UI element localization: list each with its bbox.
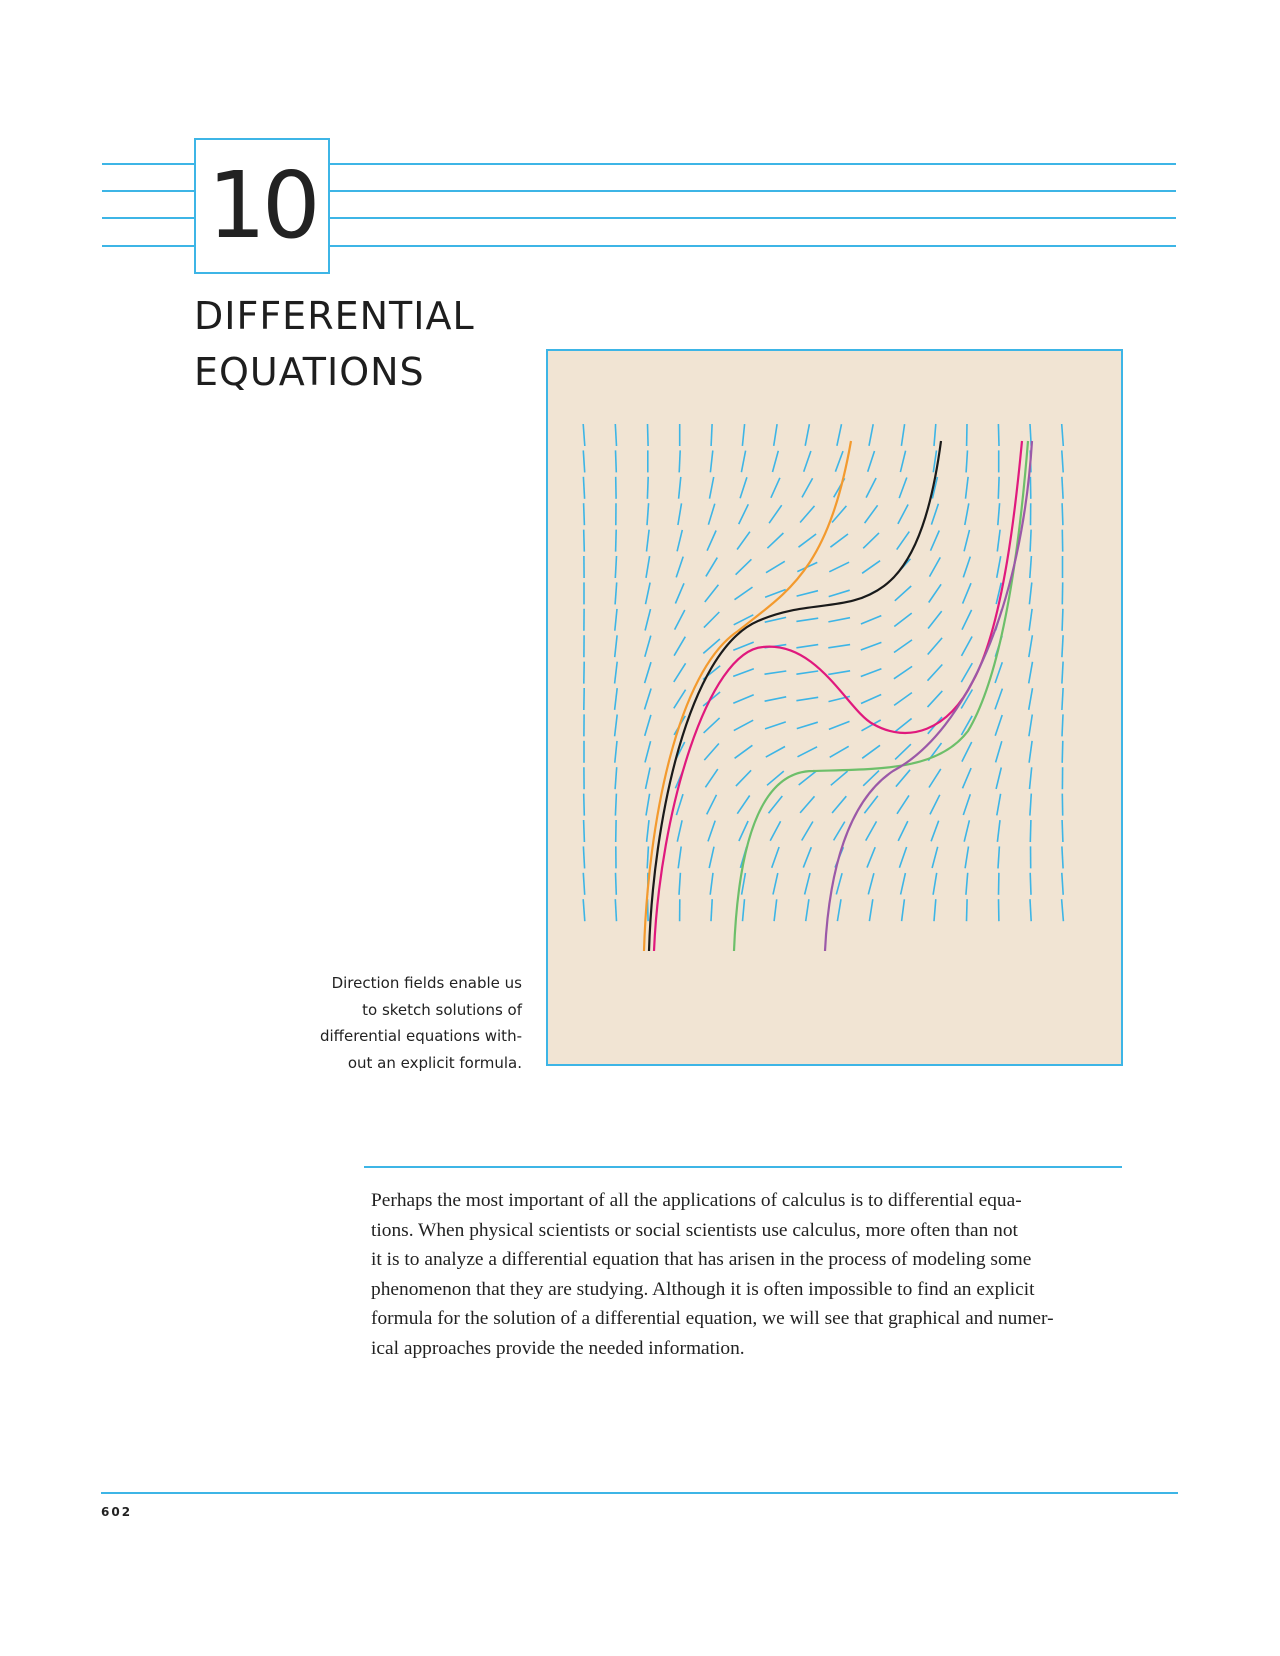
slope-mark (583, 477, 584, 499)
slope-mark (931, 531, 940, 551)
slope-mark (835, 451, 843, 472)
slope-mark (709, 847, 714, 868)
slope-mark (894, 693, 912, 706)
slope-mark (679, 477, 681, 499)
slope-mark (584, 820, 585, 842)
slope-mark (797, 591, 818, 596)
slope-mark (805, 873, 810, 894)
slope-mark (800, 796, 814, 813)
slope-mark (1030, 767, 1032, 789)
slope-mark (743, 899, 745, 921)
slope-mark (677, 820, 682, 841)
slope-mark (1029, 741, 1032, 763)
slope-mark (965, 503, 969, 525)
slope-mark (703, 692, 720, 706)
slope-mark (898, 505, 908, 524)
slope-mark (645, 689, 652, 710)
slope-mark (797, 722, 818, 728)
slope-mark (796, 645, 818, 648)
slope-mark (735, 745, 753, 758)
slope-mark (733, 669, 754, 677)
slope-mark (735, 587, 753, 600)
slope-mark (615, 741, 617, 763)
slope-mark (996, 768, 1001, 789)
slope-mark (742, 873, 746, 895)
slope-mark (868, 873, 874, 894)
slope-mark (710, 477, 714, 499)
slope-mark (901, 424, 904, 446)
slope-mark (995, 715, 1002, 736)
slope-mark (679, 450, 680, 472)
slope-mark (963, 794, 970, 815)
slope-mark (963, 583, 971, 603)
slope-mark (965, 847, 968, 869)
slope-mark (1062, 662, 1063, 684)
slope-mark (674, 637, 685, 656)
solution-curves (644, 441, 1032, 951)
slope-mark (584, 794, 585, 816)
slope-mark (708, 821, 715, 842)
slope-mark (616, 873, 617, 895)
intro-line-5: formula for the solution of a differential equation, we will see that graphical and numer- (371, 1308, 1054, 1329)
slope-mark (1062, 477, 1063, 499)
slope-mark (645, 715, 651, 736)
slope-mark (1062, 820, 1063, 842)
slope-mark (930, 557, 941, 576)
slope-mark (806, 899, 809, 921)
slope-mark (995, 662, 1002, 683)
slope-mark (836, 873, 842, 894)
chapter-title-line-1: DIFFERENTIAL (194, 294, 475, 338)
slope-mark (865, 505, 878, 523)
slope-mark (647, 820, 649, 842)
slope-mark (674, 663, 686, 682)
intro-line-3: it is to analyze a differential equation that has arisen in the process of modeling some (371, 1249, 1032, 1270)
slope-mark (899, 847, 906, 868)
slope-mark (739, 821, 748, 841)
slope-mark (705, 769, 717, 787)
slope-mark (828, 645, 850, 648)
slope-mark (615, 556, 616, 578)
slope-mark (736, 559, 752, 574)
slope-mark (928, 665, 943, 681)
page-number: 602 (101, 1505, 133, 1519)
slope-mark (707, 795, 717, 815)
slope-mark (765, 697, 787, 701)
slope-mark (895, 744, 911, 759)
slope-mark (708, 504, 714, 525)
slope-mark (645, 636, 651, 657)
chapter-number-box (194, 138, 330, 274)
slope-mark (998, 846, 999, 868)
slope-mark (902, 899, 905, 921)
slope-mark (929, 769, 941, 788)
slope-mark (931, 821, 939, 842)
slope-mark (996, 741, 1002, 762)
slope-mark (770, 821, 780, 840)
slope-mark (804, 451, 811, 472)
slope-mark (934, 424, 936, 446)
slope-mark (739, 504, 749, 524)
slope-mark (773, 451, 779, 472)
slope-mark (583, 846, 584, 868)
slope-mark (1030, 794, 1031, 816)
slope-mark (647, 477, 648, 499)
slope-mark (967, 899, 968, 921)
slope-mark (584, 530, 585, 552)
slope-mark (734, 615, 754, 625)
slope-mark (895, 586, 911, 601)
slope-mark (675, 610, 685, 630)
slope-mark (1029, 609, 1032, 631)
slope-mark (928, 691, 943, 707)
slope-mark (997, 530, 1000, 552)
slope-mark (771, 478, 780, 498)
slope-mark (1062, 424, 1064, 446)
slope-mark (966, 873, 968, 895)
slope-mark (737, 796, 749, 814)
slope-mark (898, 821, 908, 841)
slope-mark (803, 847, 811, 867)
slope-mark (869, 899, 872, 921)
slope-mark (741, 451, 745, 473)
slope-mark (675, 583, 684, 603)
slope-mark (648, 424, 649, 446)
slope-mark (866, 478, 876, 498)
slope-mark (742, 424, 744, 446)
direction-field-plot (548, 351, 1121, 1064)
slope-mark (1029, 662, 1033, 684)
slope-mark (1062, 741, 1063, 763)
slope-mark (995, 689, 1002, 710)
slope-mark (1030, 820, 1031, 842)
slope-mark (1062, 899, 1064, 921)
slope-mark (711, 899, 712, 921)
slope-mark (928, 611, 942, 628)
slope-mark (963, 557, 970, 578)
slope-mark (1062, 846, 1063, 868)
slope-mark (647, 846, 648, 868)
slope-mark (1029, 635, 1033, 657)
slope-mark (862, 561, 880, 574)
slope-mark (676, 557, 683, 578)
slope-mark (774, 899, 777, 921)
caption-line-2: to sketch solutions of (362, 1000, 522, 1019)
slope-mark (866, 821, 877, 840)
slope-mark (834, 822, 845, 841)
slope-mark (733, 642, 753, 650)
slope-mark (583, 424, 585, 446)
slope-mark (615, 899, 616, 921)
slope-mark (616, 450, 617, 472)
slope-mark (1062, 873, 1063, 895)
figure-caption (300, 970, 522, 1076)
caption-line-3: differential equations with- (319, 1027, 522, 1045)
slope-mark (828, 618, 850, 622)
slope-mark (829, 590, 850, 596)
slope-mark (832, 796, 846, 813)
slope-mark (830, 746, 849, 757)
slope-mark (802, 478, 813, 497)
slope-mark (1029, 583, 1031, 605)
slope-mark (734, 720, 753, 730)
slope-mark (997, 794, 1001, 816)
slope-mark (769, 796, 783, 813)
slope-mark (645, 662, 651, 683)
slope-mark (867, 847, 875, 867)
slope-mark (1062, 609, 1063, 631)
slope-mark (837, 424, 842, 446)
slope-mark (861, 669, 882, 677)
slope-mark (676, 794, 683, 815)
slope-mark (868, 451, 875, 472)
slope-mark (799, 771, 816, 785)
slope-mark (796, 671, 818, 674)
slope-mark (765, 722, 786, 729)
slope-mark (773, 873, 778, 894)
slope-mark (615, 767, 617, 789)
intro-line-6: ical approaches provide the needed information. (371, 1337, 745, 1359)
slope-mark (705, 585, 719, 602)
slope-mark (615, 635, 617, 657)
slope-mark (896, 770, 910, 787)
slope-mark (646, 768, 651, 789)
slope-mark (1062, 714, 1063, 736)
slope-mark (710, 873, 713, 895)
slope-mark (829, 721, 850, 729)
slope-mark (677, 530, 682, 551)
slope-mark (647, 530, 650, 552)
slope-mark (830, 534, 848, 547)
slope-mark (964, 530, 969, 551)
slope-mark (583, 873, 584, 895)
slope-mark (1030, 899, 1031, 921)
slope-mark (962, 610, 972, 630)
slope-mark (740, 477, 747, 498)
slope-mark (831, 771, 848, 785)
slope-mark (645, 741, 651, 762)
slope-mark (1062, 635, 1063, 657)
slope-mark (774, 424, 777, 446)
slope-mark (998, 503, 1000, 525)
slope-mark (583, 899, 585, 921)
slope-mark (800, 506, 814, 523)
slope-mark (962, 742, 972, 762)
slope-mark (646, 556, 650, 578)
slope-mark (711, 424, 712, 446)
slope-mark (966, 477, 969, 499)
slope-mark (674, 690, 686, 709)
solution-curve-black (649, 441, 941, 951)
slope-mark (933, 873, 937, 895)
slope-mark (799, 534, 817, 547)
slope-mark (1030, 556, 1032, 578)
slope-mark (615, 715, 618, 737)
slope-mark (862, 745, 880, 758)
slope-mark (615, 582, 617, 604)
slope-mark (1062, 450, 1063, 472)
slope-mark (769, 505, 782, 523)
slope-mark (894, 666, 912, 678)
slope-mark (704, 718, 720, 733)
slope-mark (964, 820, 969, 841)
slope-mark (869, 424, 873, 446)
slope-mark (678, 847, 681, 869)
slope-mark (646, 583, 651, 605)
slope-mark (584, 503, 585, 525)
slope-mark (861, 642, 882, 650)
direction-field-figure (546, 349, 1123, 1066)
slope-mark (615, 424, 616, 446)
slope-mark (615, 662, 618, 684)
caption-line-4: out an explicit formula. (347, 1053, 522, 1072)
slope-mark (894, 640, 912, 653)
intro-line-1: Perhaps the most important of all the applications of calculus is to differential equa- (371, 1190, 1022, 1211)
chapter-number: 10 (207, 152, 317, 259)
intro-rule (364, 1166, 1122, 1168)
slope-mark (899, 478, 907, 499)
slope-mark (615, 688, 618, 710)
slope-mark (706, 558, 717, 577)
slope-mark (704, 612, 719, 628)
slope-mark (962, 637, 973, 656)
intro-line-2: tions. When physical scientists or social scientists use calculus, more often than not (371, 1219, 1018, 1241)
slope-mark (704, 744, 719, 761)
footer-rule (101, 1492, 1178, 1494)
slope-mark (767, 533, 783, 548)
slope-mark (861, 695, 881, 704)
slope-mark (798, 747, 818, 757)
slope-mark (894, 719, 911, 733)
slope-mark (961, 663, 972, 682)
chapter-title-line-2: EQUATIONS (194, 350, 425, 394)
slope-mark (928, 638, 942, 655)
slope-mark (805, 424, 809, 446)
slope-mark (997, 556, 1001, 578)
caption-line-1: Direction fields enable us (331, 974, 522, 992)
slope-mark (615, 794, 616, 816)
slope-mark (615, 609, 617, 631)
slope-mark (707, 531, 716, 551)
slope-mark (932, 847, 938, 868)
solution-curve-orange (644, 441, 851, 951)
slope-mark (897, 532, 910, 550)
slope-mark (1029, 715, 1032, 737)
slope-mark (963, 768, 972, 788)
slope-mark (1030, 873, 1031, 895)
slope-mark (829, 562, 849, 572)
slope-mark (934, 899, 936, 921)
slope-mark (678, 503, 682, 525)
slope-mark (998, 477, 999, 499)
slope-mark (766, 561, 785, 572)
slope-mark (828, 671, 850, 675)
slope-mark (679, 873, 680, 895)
slope-mark (766, 747, 785, 758)
slope-mark (796, 618, 818, 621)
slope-mark (863, 533, 879, 548)
chapter-introduction (371, 1186, 1111, 1363)
slope-mark (765, 671, 787, 674)
slope-mark (647, 503, 649, 525)
slope-mark (736, 770, 751, 786)
slope-mark (1062, 503, 1063, 525)
slope-mark (900, 451, 905, 472)
slope-mark (1030, 530, 1031, 552)
slope-mark (930, 795, 940, 815)
slope-mark (997, 820, 1000, 842)
slope-mark (1029, 688, 1033, 710)
slope-mark (796, 697, 818, 700)
slope-mark (802, 822, 813, 841)
slope-mark (861, 616, 881, 624)
slope-mark (737, 532, 750, 550)
slope-mark (710, 451, 712, 473)
slope-mark (616, 530, 617, 552)
slope-mark (1062, 688, 1063, 710)
slope-mark (646, 794, 650, 816)
intro-line-4: phenomenon that they are studying. Although it is often impossible to find an explicit (371, 1278, 1035, 1300)
slope-mark (929, 584, 941, 602)
slope-mark (583, 450, 584, 472)
solution-curve-purple (825, 441, 1032, 951)
slope-mark (897, 795, 909, 813)
slope-mark (894, 613, 911, 626)
slope-mark (837, 899, 841, 921)
chapter-title (194, 288, 475, 400)
slope-mark (772, 847, 779, 868)
slope-mark (998, 424, 999, 446)
slope-mark (901, 873, 906, 894)
slope-mark (733, 695, 753, 703)
slope-mark (966, 450, 967, 472)
slope-mark (931, 504, 938, 525)
slope-mark (645, 609, 650, 630)
